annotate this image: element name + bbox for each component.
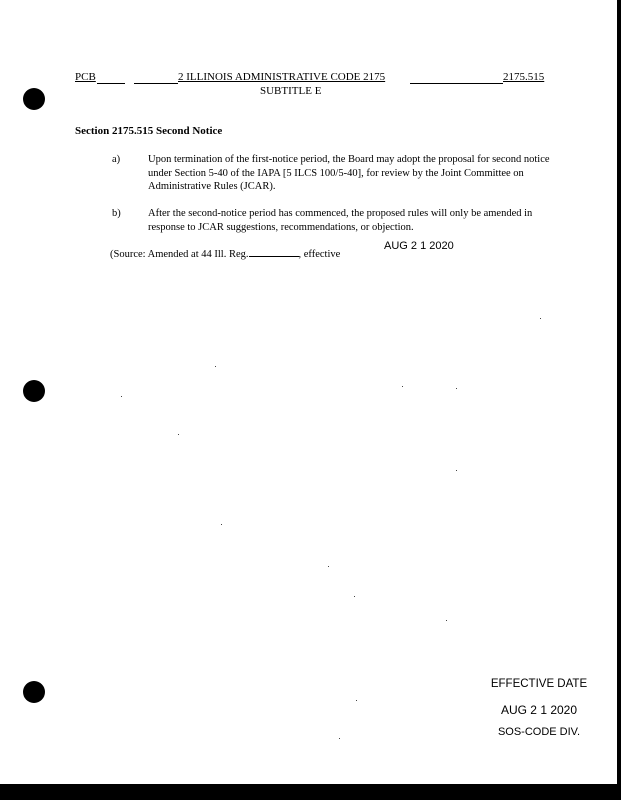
punch-hole bbox=[23, 88, 45, 110]
scan-speck bbox=[121, 396, 122, 397]
punch-hole bbox=[23, 681, 45, 703]
source-middle: , effective bbox=[298, 249, 341, 260]
header-section-number: 2175.515 bbox=[503, 71, 545, 83]
item-label: a) bbox=[112, 154, 121, 165]
punch-hole bbox=[23, 380, 45, 402]
list-item bbox=[112, 153, 552, 194]
scan-speck bbox=[328, 566, 329, 567]
scan-edge-right bbox=[617, 0, 621, 800]
item-text: After the second-notice period has commenced, the proposed rules will only be amended in response to JCAR suggestions, recommendations, or objection. bbox=[148, 208, 533, 233]
scan-speck bbox=[540, 318, 541, 319]
scan-speck bbox=[402, 386, 403, 387]
scan-speck bbox=[456, 470, 457, 471]
item-label: b) bbox=[112, 208, 121, 219]
effective-stamp-division: SOS-CODE DIV. bbox=[497, 726, 581, 738]
source-stamped-date: AUG 2 1 2020 bbox=[384, 240, 454, 252]
list-item bbox=[112, 207, 552, 234]
header-agency: PCB bbox=[75, 71, 96, 83]
header-rule bbox=[410, 83, 503, 84]
section-title: Section 2175.515 Second Notice bbox=[75, 125, 223, 137]
scan-edge-bottom bbox=[0, 784, 621, 800]
scan-speck bbox=[456, 388, 457, 389]
scan-speck bbox=[178, 434, 179, 435]
scan-speck bbox=[215, 366, 216, 367]
scan-speck bbox=[339, 738, 340, 739]
source-blank bbox=[249, 246, 299, 257]
scan-speck bbox=[356, 700, 357, 701]
header-code-title: 2 ILLINOIS ADMINISTRATIVE CODE 2175 bbox=[178, 71, 386, 83]
scan-speck bbox=[221, 524, 222, 525]
item-text: Upon termination of the first-notice period, the Board may adopt the proposal for second notice under Section 5-40 of the IAPA [5 ILCS 100/5-40], for review by the Joint Committee on Administrative Rules (JCAR). bbox=[148, 154, 550, 192]
source-note bbox=[110, 246, 340, 260]
source-prefix: (Source: Amended at 44 Ill. Reg. bbox=[110, 249, 249, 260]
scan-speck bbox=[446, 620, 447, 621]
header-rule bbox=[134, 83, 178, 84]
header-rule bbox=[97, 83, 125, 84]
header-subtitle: SUBTITLE E bbox=[260, 85, 322, 97]
scan-speck bbox=[354, 596, 355, 597]
effective-stamp-label: EFFECTIVE DATE bbox=[490, 678, 588, 690]
effective-stamp-date: AUG 2 1 2020 bbox=[500, 703, 578, 717]
